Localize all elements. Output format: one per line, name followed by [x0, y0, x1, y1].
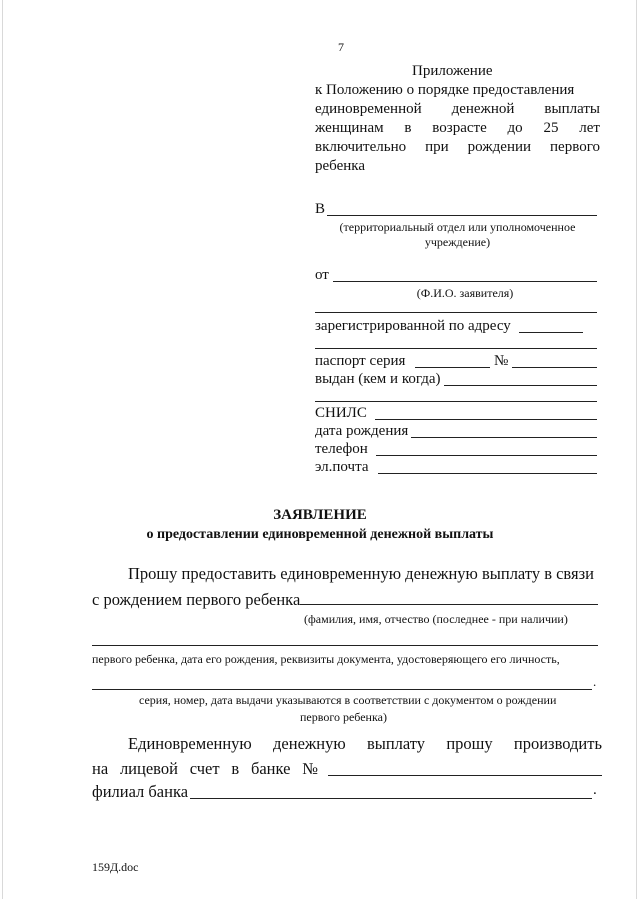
child-name-field[interactable] [300, 604, 598, 605]
account-number-field[interactable] [328, 775, 602, 776]
to-field[interactable] [327, 215, 597, 216]
page-left-edge [2, 0, 3, 899]
birth-date-label: дата рождения [315, 423, 409, 439]
account-line [92, 759, 318, 779]
footer-file-name: 159Д.doc [92, 860, 139, 874]
passport-series-field[interactable] [415, 367, 490, 368]
issued-field[interactable] [444, 385, 597, 386]
appendix-line-2 [315, 101, 600, 118]
email-label: эл.почта [315, 459, 369, 475]
account-word: в [231, 759, 240, 778]
caption-series-line-1: серия, номер, дата выдачи указываются в соответствии с документом о рождении [139, 693, 557, 707]
caption-child: первого ребенка, дата его рождения, реквизиты документа, удостоверяющего его личность, [92, 652, 560, 666]
appendix-word: денежной [451, 101, 515, 117]
passport-series-label: паспорт серия [315, 353, 406, 369]
passport-number-field[interactable] [512, 367, 597, 368]
from-field-2[interactable] [315, 312, 597, 313]
para-2-word: выплату [366, 734, 426, 753]
appendix-word: единовременной [315, 101, 422, 117]
appendix-word: до [507, 120, 523, 136]
to-caption-line-2: учреждение) [424, 235, 491, 249]
appendix-line-4 [315, 139, 600, 156]
registered-field-2[interactable] [315, 348, 597, 349]
branch-label: филиал банка [92, 782, 189, 801]
para-2-word: прошу [446, 734, 493, 753]
account-word: на [92, 759, 109, 778]
caption-fio: (фамилия, имя, отчество (последнее - при наличии) [304, 612, 568, 626]
branch-field[interactable] [190, 798, 592, 799]
page-right-edge [636, 0, 637, 899]
to-caption-line-1: (территориальный отдел или уполномоченное [339, 220, 576, 234]
registered-field[interactable] [519, 332, 583, 333]
appendix-title: Приложение [412, 63, 493, 79]
appendix-word: рождении [467, 139, 532, 155]
account-word: лицевой [119, 759, 178, 778]
account-word: банке [250, 759, 291, 778]
passport-number-label: № [494, 353, 509, 369]
appendix-line-1: к Положению о порядке предоставления [315, 82, 575, 98]
issued-field-2[interactable] [315, 401, 597, 402]
to-label: В [315, 201, 326, 217]
appendix-word: включительно [315, 139, 407, 155]
appendix-line-5: ребенка [315, 158, 365, 174]
from-label: от [315, 267, 329, 283]
account-word: № [302, 759, 318, 778]
appendix-word: первого [550, 139, 600, 155]
appendix-word: женщинам [315, 120, 384, 136]
line-end-dot: . [593, 674, 597, 689]
birth-date-field[interactable] [411, 437, 597, 438]
statement-subtitle: о предоставлении единовременной денежной выплаты [146, 527, 494, 542]
appendix-line-3 [315, 120, 600, 137]
account-word: счет [189, 759, 220, 778]
phone-label: телефон [315, 441, 368, 457]
para-2-word: производить [513, 734, 602, 753]
appendix-word: в [404, 120, 412, 136]
from-caption: (Ф.И.О. заявителя) [416, 286, 514, 300]
caption-series-line-2: первого ребенка) [300, 710, 387, 724]
statement-para-2-line-1 [128, 734, 602, 754]
phone-field[interactable] [376, 455, 597, 456]
email-field[interactable] [378, 473, 597, 474]
appendix-word: лет [579, 120, 600, 136]
from-field[interactable] [333, 281, 597, 282]
page-number: 7 [338, 40, 344, 54]
statement-para-1-line-1: Прошу предоставить единовременную денежную выплату в связи [128, 564, 594, 583]
issued-label: выдан (кем и когда) [315, 371, 441, 387]
statement-title: ЗАЯВЛЕНИЕ [273, 507, 367, 523]
para-2-word: денежную [273, 734, 346, 753]
appendix-word: возрасте [432, 120, 487, 136]
appendix-word: выплаты [544, 101, 600, 117]
registered-label: зарегистрированной по адресу [315, 318, 511, 334]
para-2-word: Единовременную [128, 734, 252, 753]
child-details-field[interactable] [92, 645, 598, 646]
appendix-word: 25 [543, 120, 559, 136]
statement-para-1-line-2: с рождением первого ребенка [92, 590, 301, 609]
branch-end-dot: . [593, 782, 597, 798]
appendix-word: при [425, 139, 449, 155]
snils-field[interactable] [375, 419, 597, 420]
snils-label: СНИЛС [315, 405, 367, 421]
child-document-field[interactable] [92, 689, 592, 690]
